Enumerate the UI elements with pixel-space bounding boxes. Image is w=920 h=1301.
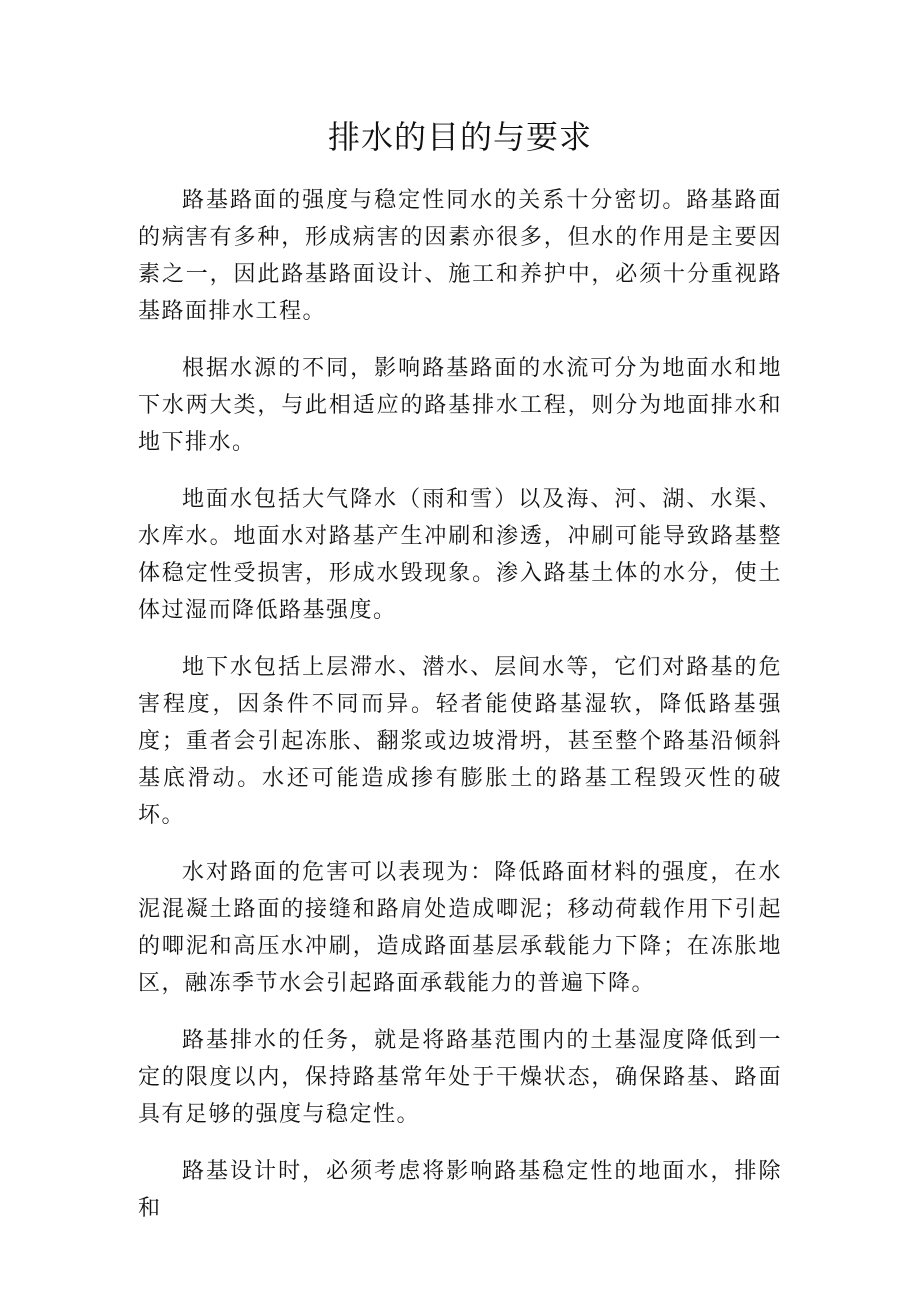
paragraph: 地下水包括上层滞水、潜水、层间水等，它们对路基的危害程度，因条件不同而异。轻者能使路基湿软，降低路基强度；重者会引起冻胀、翻浆或边坡滑坍，甚至整个路基沿倾斜基底滑动。水还可能造成掺有膨胀土的路基工程毁灭性的破坏。: [138, 655, 782, 828]
document-title: 排水的目的与要求: [327, 118, 592, 156]
paragraph: 路基路面的强度与稳定性同水的关系十分密切。路基路面的病害有多种，形成病害的因素亦很多，但水的作用是主要因素之一，因此路基路面设计、施工和养护中，必须十分重视路基路面排水工程。: [138, 188, 782, 324]
paragraph: 水对路面的危害可以表现为：降低路面材料的强度，在水泥混凝土路面的接缝和路肩处造成唧泥；移动荷载作用下引起的唧泥和高压水冲刷，造成路面基层承载能力下降；在冻胀地区，融冻季节水会引起路面承载能力的普遍下降。: [138, 860, 782, 996]
paragraph: 根据水源的不同，影响路基路面的水流可分为地面水和地下水两大类，与此相适应的路基排水工程，则分为地面排水和地下排水。: [138, 356, 782, 455]
paragraph: 路基设计时，必须考虑将影响路基稳定性的地面水，排除和: [138, 1159, 782, 1221]
paragraph: 路基排水的任务，就是将路基范围内的土基湿度降低到一定的限度以内，保持路基常年处于干燥状态，确保路基、路面具有足够的强度与稳定性。: [138, 1028, 782, 1127]
paragraph: 地面水包括大气降水（雨和雪）以及海、河、湖、水渠、水库水。地面水对路基产生冲刷和渗透，冲刷可能导致路基整体稳定性受损害，形成水毁现象。渗入路基土体的水分，使土体过湿而降低路基强度。: [138, 487, 782, 623]
